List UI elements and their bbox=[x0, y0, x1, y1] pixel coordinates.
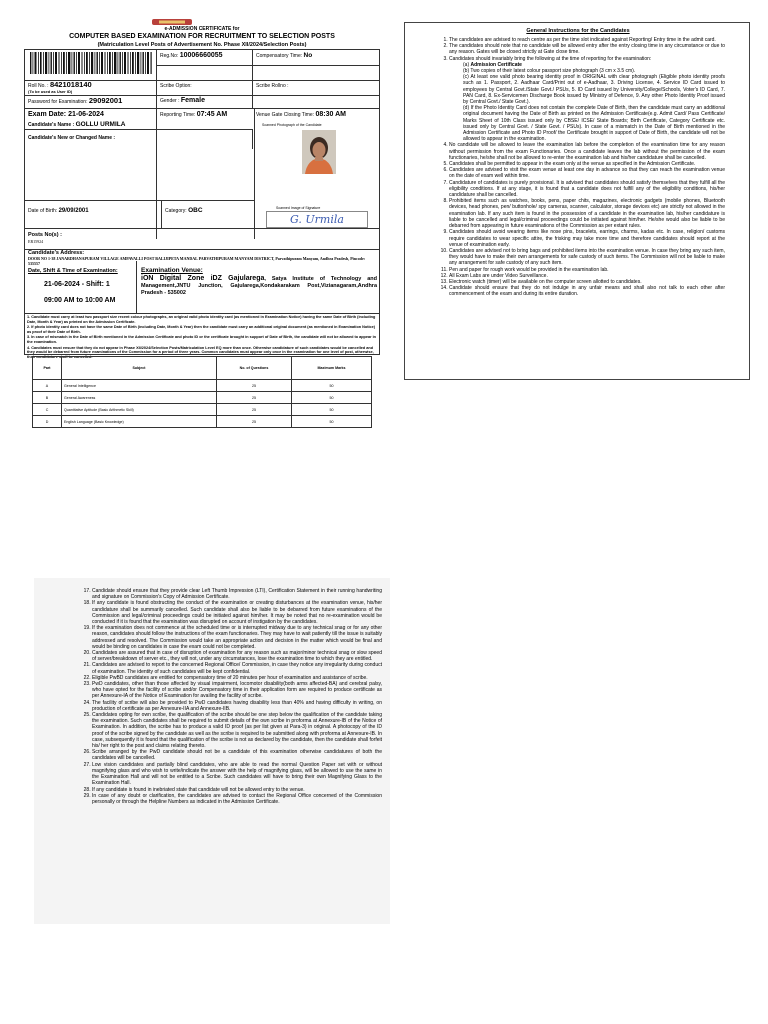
table-cell: 50 bbox=[292, 392, 372, 404]
barcode-icon bbox=[30, 52, 152, 74]
table-header: Subject bbox=[62, 357, 217, 380]
instruction-item: 20. Candidates are assured that in case of disruption of examination for any reason such as major/minor technical snag or slow speed of server/breakdown of server etc., they will not, under any circumstances, lose the examination time to which they are entitled. bbox=[92, 650, 382, 662]
table-cell: D bbox=[33, 416, 62, 428]
instruction-subitem: (a) Admission Certificate bbox=[463, 61, 522, 68]
instruction-item: 11. Pen and paper for rough work would be provided in the examination lab. bbox=[449, 267, 725, 273]
instructions-title: General Instructions for the Candidates bbox=[526, 28, 630, 34]
category-field bbox=[165, 208, 203, 214]
instruction-item: 29. In case of any doubt or clarification, the candidates are advised to contact the Regional Office concerned of the Commission personally or through the Helpline Numbers as indicated in the Admission Certificate. bbox=[92, 793, 382, 805]
instruction-item: 9. Candidates should avoid wearing items like nose pins, bracelets, earrings, charms, kadas etc. In case, religion/ customs require candidates to wear specific attire, the frisking may take more time and therefore candidates should report at the venue of examination early. bbox=[449, 229, 725, 248]
instruction-item: 10. Candidates are advised not to bring bags and prohibited items into the examination venue. In case they bring any such item, they would have to make their own arrangements for safe custody of such items. The Commission will not be liable to make any arrangement for safe custody of any such item. bbox=[449, 248, 725, 267]
posts-label: Posts No(s) : bbox=[28, 232, 62, 238]
shift-value: 21-06-2024 - Shift: 1 bbox=[44, 281, 110, 288]
candidate-name-value: GOLLU URMILA bbox=[75, 121, 126, 128]
gate-closing-field bbox=[256, 112, 380, 118]
admit-note: 1. Candidate must carry at least two passport size recent colour photographs, an original valid photo identity card (as mentioned in Examination Notice) having the same Date of Birth (including Date, Month & Year) as printed on the Admission Certificate. bbox=[27, 315, 376, 324]
signature-caption: Scanned Image of Signature bbox=[276, 206, 321, 210]
time-value: 09:00 AM to 10:00 AM bbox=[44, 297, 116, 304]
table-header: Maximum Marks bbox=[292, 357, 372, 380]
instructions-page-2 bbox=[34, 578, 390, 924]
candidate-name-field bbox=[28, 122, 125, 128]
comp-time-value: No bbox=[303, 52, 313, 59]
candidate-signature: G. Urmila bbox=[266, 211, 368, 228]
instruction-item: 17. Candidate should ensure that they provide clear Left Thumb Impression (LTI), Certification Statement in their running handwriting and signature on Commission's Copy of Admission Certificate. bbox=[92, 588, 382, 600]
table-row bbox=[33, 404, 372, 416]
dob-field bbox=[28, 208, 89, 214]
venue-address bbox=[141, 275, 377, 297]
instruction-item: 6. Candidates are advised to visit the exam venue at least one day in advance so that they can reach the examination venue on the date of exam well within time. bbox=[449, 167, 725, 179]
category-label: Category: bbox=[165, 208, 187, 214]
table-row bbox=[33, 380, 372, 392]
venue-details: , Satya Institute of Technology and Management,JNTU Junction, Gajularega,Kondakarakam Post,Vizianagaram,Andhra Pradesh - 535002 bbox=[141, 276, 378, 296]
table-cell: English Language (Basic Knowledge) bbox=[62, 416, 217, 428]
instruction-item: 21. Candidates are advised to report to the concerned Regional Office/ Commission, in case they notice any irregularity during conduct of examination. The identity of such candidates will be kept confidential. bbox=[92, 662, 382, 674]
table-header: No. of Questions bbox=[217, 357, 292, 380]
table-cell: 25 bbox=[217, 380, 292, 392]
scribe-rollno-label: Scribe Rollno : bbox=[256, 83, 289, 89]
roll-no-field bbox=[28, 82, 92, 89]
instruction-sublist bbox=[449, 62, 725, 143]
table-cell: General Awareness bbox=[62, 392, 217, 404]
instruction-item: 27. Low vision candidates and partially blind candidates, who are able to read the normal Question Paper set with or without magnifying glass and who wish to write/indicate the answer with the help of magnifying glass, will be allowed to use the same in the Examination Hall and will not be entitled to a Scribe. Such candidates will have to bring their own Magnifying Glass to the Examination Hall. bbox=[92, 762, 382, 787]
scribe-option-label: Scribe Option: bbox=[160, 83, 192, 89]
reporting-time-value: 07:45 AM bbox=[196, 111, 228, 118]
table-cell: 25 bbox=[217, 404, 292, 416]
instructions-list bbox=[433, 37, 725, 298]
instruction-item: 19. If the examination does not commence at the scheduled time or is interrupted midway due to any technical snag or for any other reason, candidates should follow the instructions of the exam functionaries. They may have to wait patiently till the issue is suitably addressed and resolved. The Commission would take an appropriate action and decision in the matter which would be final and would be binding on candidates in case the exam could not be completed. bbox=[92, 625, 382, 650]
photo-caption: Scanned Photograph of the Candidate bbox=[262, 123, 322, 127]
instruction-item: 18. If any candidate is found obstructing the conduct of the examination or creating disturbances at the examination venue, his/her candidature shall be summarily cancelled. Such candidate shall also be liable to be debarred from future examinations of the Commission and legal/criminal proceedings could be initiated against him/her. It may be noted that no re-examination would be conducted if it is found that the examination was disrupted on account of instigation by the candidates. bbox=[92, 600, 382, 625]
instruction-subitem: (b) Two copies of their latest colour passport size photograph (3 cm x 3.5 cm). bbox=[463, 68, 636, 75]
table-cell: A bbox=[33, 380, 62, 392]
exam-date-value: 21-06-2024 bbox=[68, 111, 104, 118]
instruction-item: 5. Candidates shall be permitted to appear in the exam only at the venue as specified in the Admission Certificate. bbox=[449, 161, 725, 167]
instruction-item: 14. Candidate should ensure that they do not indulge in any unfair means and shall also not talk to each other after commencement of the exam and during its entire duration. bbox=[449, 285, 725, 297]
instruction-item: 8. Prohibited items such as watches, books, pens, paper chits, magazines, electronic gadgets (mobile phones, Bluetooth devices, head phones, pen/ buttonhole/ spy cameras, scanner, calculator, storage devices etc) are strictly not allowed in the examination lab. If any such item is found in the possession of a candidate in the examination lab, his/her candidature is liable to be cancelled and legal/criminal proceedings could be initiated against him/her. He/she would also be liable to be debarred from appearing in future examinations of the Commission as per extant rules. bbox=[449, 198, 725, 229]
gender-label: Gender : bbox=[160, 98, 180, 104]
table-cell: 25 bbox=[217, 416, 292, 428]
exam-subtitle: (Matriculation Level Posts of Advertisement No. Phase XII/2024/Selection Posts) bbox=[97, 42, 307, 48]
instruction-item bbox=[449, 56, 725, 143]
address-label: Candidate's Address: bbox=[28, 250, 85, 256]
instruction-item: 13. Electronic watch (timer) will be available on the computer screen allotted to candidates. bbox=[449, 279, 725, 285]
instruction-item: 28. If any candidate is found in inebriated state that candidate will not be allowed entry to the venue. bbox=[92, 787, 382, 793]
candidate-photo bbox=[302, 130, 336, 174]
shift-label: Date, Shift & Time of Examination: bbox=[28, 268, 118, 274]
posts-value: ER15924 bbox=[28, 239, 44, 244]
roll-no-note: (To be used as User ID) bbox=[28, 89, 73, 94]
instruction-item: 2. The candidates should note that no candidate will be allowed entry after the entry closing time in any circumstance or due to any reason. Gates will be closed strictly at Gate close time. bbox=[449, 43, 725, 55]
password-label: Password for Examination: bbox=[28, 99, 88, 105]
instruction-item: 12. All Exam Labs are under Video Surveillance. bbox=[449, 273, 725, 279]
new-name-label: Candidate's New or Changed Name : bbox=[28, 135, 116, 141]
reg-no-value: 10006660055 bbox=[179, 52, 223, 59]
address-value: DOOR NO 1-38 JANARDHANAPURAM VILLAGE AMPAVALLI POST BALIJIPETA MANDAL PARVATHIPURAM MANYAM DISTRICT, Parvathipuram Manyam, Andhra Pradesh, Pincode: 535557 bbox=[28, 256, 366, 266]
table-header: Part bbox=[33, 357, 62, 380]
subject-table bbox=[32, 356, 372, 428]
gate-closing-value: 08:30 AM bbox=[315, 111, 346, 118]
table-row bbox=[33, 392, 372, 404]
reporting-time-field bbox=[160, 112, 227, 118]
comp-time-field bbox=[256, 53, 376, 59]
candidate-name-label: Candidate's Name : bbox=[28, 122, 75, 128]
instruction-item: 4. No candidate will be allowed to leave the examination lab before the completion of the examination time for any reason without permission from the exam Functionaries. Once a candidate leaves the lab without the permission of the exam functionaries, he/she shall not be allowed to re-enter the examination lab and his/her candidature shall be cancelled. bbox=[449, 142, 725, 161]
table-cell: 50 bbox=[292, 380, 372, 392]
table-row bbox=[33, 416, 372, 428]
admit-card-page bbox=[24, 18, 380, 424]
table-cell: C bbox=[33, 404, 62, 416]
venue-name: iON Digital Zone iDZ Gajularega bbox=[141, 275, 265, 282]
table-cell: 50 bbox=[292, 416, 372, 428]
table-cell: 25 bbox=[217, 392, 292, 404]
admit-note: 2. If photo identity card does not have the same Date of Birth (including Date, Month & Year) then the candidate must carry an additional original document (as mentioned in Examination Notice) as proof of their Date of Birth. bbox=[27, 325, 376, 334]
roll-no-label: Roll No. : bbox=[28, 83, 49, 89]
table-cell: Quantitative Aptitude (Basic Arithmetic Skill) bbox=[62, 404, 217, 416]
instruction-item: 24. The facility of scribe will also be provided to PwD candidates having disability less than 40% and having difficulty in writing, on production of certificate as per Annexure-IIA and Annexure-IIB. bbox=[92, 700, 382, 712]
comp-time-label: Compensatory Time: bbox=[256, 53, 303, 59]
roll-no-value: 8421018140 bbox=[49, 80, 92, 89]
category-value: OBC bbox=[188, 207, 203, 214]
instructions-list-continued bbox=[76, 588, 382, 805]
admit-notes bbox=[27, 315, 377, 359]
instruction-item: 25. Candidates opting for own scribe, the qualification of the scribe should be one step below the qualification of the candidate taking the examination. Such candidates shall be required to submit details of the own scribe in proforma at Annexure-IB of the Notice of Examination. In addition, the scribe has to produce a valid ID proof (as per list given at Para-3) in original. A photocopy of the ID proof of the scribe signed by the candidate as well as the scribe is required to be submitted along with proforma at Annexure-IB. In case, subsequently it is found that the qualification of the scribe is not as declared by the candidate, then the candidate shall forfeit his/ her right to the post and claims relating thereto. bbox=[92, 712, 382, 749]
instructions-page bbox=[404, 22, 750, 380]
instruction-item: 7. Candidature of candidates is purely provisional. It is advised that candidates should satisfy themselves that they fulfill all the eligibility conditions. If at any stage, it is found that a candidate does not fulfill any of the eligibility conditions, his/her candidature shall be cancelled. bbox=[449, 180, 725, 199]
instruction-item: 1. The candidates are advised to reach centre as per the time slot indicated against Reporting/ Entry time in the admit card. bbox=[449, 37, 725, 43]
exam-title: COMPUTER BASED EXAMINATION FOR RECRUITMENT TO SELECTION POSTS bbox=[69, 33, 335, 40]
table-cell: General Intelligence bbox=[62, 380, 217, 392]
table-cell: 50 bbox=[292, 404, 372, 416]
dob-label: Date of Birth: bbox=[28, 208, 58, 214]
instruction-subitem: (d) If the Photo Identity Card does not contain the complete Date of Birth, then the candidate must carry an additional original document having the Date of Birth as printed on the Admission Certificate(e.g. Admit Card/ Pass Certificate/ Marks Sheet of 10th Class issued only by CBSE/ ICSE/ State Boards; Birth Certificate, Category Certificate etc. issued only by Central Govt. / State Govt. / PSUs). In case of a mismatch in the Date of Birth mentioned in the Admission Certificate and Photo ID Proof/ the Certificate brought in support of Date of Birth, the candidate will not be allowed to appear in the examination. bbox=[463, 105, 725, 143]
table-cell: B bbox=[33, 392, 62, 404]
venue-label: Examination Venue: bbox=[141, 267, 203, 274]
exam-date-label: Exam Date: bbox=[28, 111, 67, 118]
instruction-item: 23. PwD candidates, other than those affected by visual impairment, locomotor disability(both arms affected-BA) and cerebral palsy, who have opted for the facility of scribe and/or Compensatory time in their application form are required to produce certificate as per Annexure-IA of the Notice of Examination for availing the facility of scribe. bbox=[92, 681, 382, 700]
admission-certificate-label: e-ADMISSION CERTIFICATE for bbox=[164, 26, 240, 32]
password-field bbox=[28, 98, 122, 105]
reg-no-field bbox=[160, 53, 250, 59]
reg-no-label: Reg.No: bbox=[160, 53, 179, 59]
admit-note: 4. Candidates must ensure that they do not appear in Phase XII/2024/Selection Posts/Matriculation Level EQ more than once. Otherwise candidature of such candidates would be cancelled and they would be debarred from future examinations of the Commission for a period of three years. Common candidates must appear only once in the examination for one level of post, otherwise, their candidature shall be cancelled. bbox=[27, 345, 374, 359]
password-value: 29092001 bbox=[88, 96, 123, 105]
gender-field bbox=[160, 98, 205, 104]
table-header-row bbox=[33, 357, 372, 380]
instruction-text: Candidates should invariably bring the following at the time of reporting for the examination: bbox=[449, 55, 652, 62]
gate-closing-label: Venue Gate Closing Time: bbox=[256, 112, 315, 118]
exam-date-field bbox=[28, 111, 104, 118]
dob-value: 29/09/2001 bbox=[58, 208, 89, 214]
emblem-seal-icon bbox=[151, 18, 193, 26]
admit-note: 3. In case of mismatch in the Date of Birth mentioned in the Admission Certificate and photo ID or the certificate brought in support of Date of Birth, the candidate will not be allowed to appear in the examination. bbox=[27, 335, 376, 344]
instruction-item: 26. Scribe arranged by the PwD candidate should not be a candidate of this examination otherwise candidatures of both the candidates will be cancelled. bbox=[92, 749, 382, 761]
gender-value: Female bbox=[180, 97, 205, 104]
instruction-item: 22. Eligible PwBD candidates are entitled for compensatory time of 20 minutes per hour of examination and assistance of scribe. bbox=[92, 675, 382, 681]
reporting-time-label: Reporting Time: bbox=[160, 112, 196, 118]
instruction-subitem: (c) At least one valid photo bearing identity proof in ORIGINAL with clear photograph (Eligible photo identity proofs such as 1. Passport, 2. Aadhaar Card/Print out of e-Aadhaar, 3. Driving License, 4. Service ID Card issued to employees by Central Govt./State Govt./ PSUs, 5. ID Card issued by University/College/Schools, Voter's ID Card, 7. PAN Card, 8. Ex-Servicemen Discharge Book issued by Ministry of Defence, 9. Any other Photo Identity Proof issued by Central Govt./ State Govt.). bbox=[463, 74, 725, 106]
